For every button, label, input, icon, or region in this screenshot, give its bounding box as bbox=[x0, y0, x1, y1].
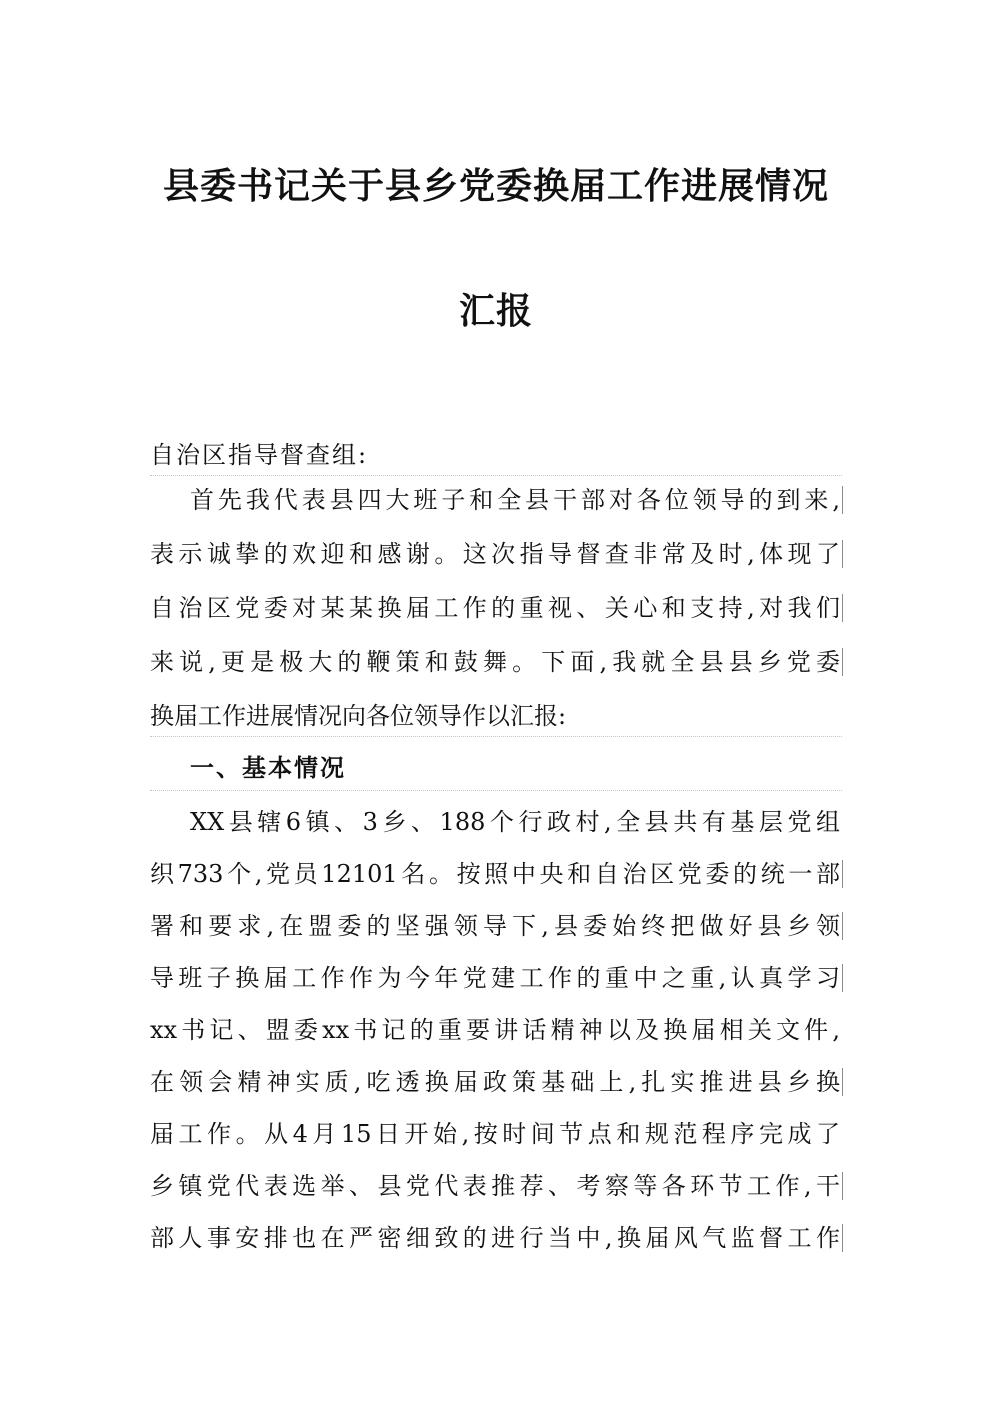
paragraph-line: 在领会精神实质,吃透换届政策基础上,扎实推进县乡换 bbox=[150, 1068, 840, 1096]
paragraph-line: 换届工作进展情况向各位领导作以汇报: bbox=[150, 702, 567, 730]
document-title-line-2: 汇报 bbox=[458, 290, 533, 332]
paragraph-line: 来说,更是极大的鞭策和鼓舞。下面,我就全县县乡党委 bbox=[150, 648, 840, 676]
paragraph-line: XX县辖6镇、3乡、188个行政村,全县共有基层党组 bbox=[190, 808, 840, 836]
paragraph-line: 署和要求,在盟委的坚强领导下,县委始终把做好县乡领 bbox=[150, 912, 840, 940]
line-end-marker bbox=[842, 964, 843, 992]
paragraph-line: 导班子换届工作作为今年党建工作的重中之重,认真学习 bbox=[150, 964, 840, 992]
paragraph-line: 首先我代表县四大班子和全县干部对各位领导的到来, bbox=[190, 486, 840, 514]
paragraph-line: 乡镇党代表选举、县党代表推荐、考察等各环节工作,干 bbox=[150, 1172, 840, 1200]
salutation: 自治区指导督查组: bbox=[150, 441, 369, 469]
paragraph-line: 部人事安排也在严密细致的进行当中,换届风气监督工作 bbox=[150, 1224, 840, 1252]
document-title-line-1: 县委书记关于县乡党委换届工作进展情况 bbox=[162, 165, 829, 207]
line-end-marker bbox=[842, 594, 843, 622]
paragraph-line: 表示诚挚的欢迎和感谢。这次指导督查非常及时,体现了 bbox=[150, 540, 840, 568]
paragraph-line: 届工作。从4月15日开始,按时间节点和规范程序完成了 bbox=[150, 1120, 840, 1148]
line-end-marker bbox=[842, 912, 843, 940]
paragraph-line: xx书记、盟委xx书记的重要讲话精神以及换届相关文件, bbox=[150, 1016, 840, 1044]
line-end-marker bbox=[842, 486, 843, 514]
paragraph-line: 织733个,党员12101名。按照中央和自治区党委的统一部 bbox=[150, 860, 840, 888]
line-end-marker bbox=[842, 648, 843, 676]
line-end-marker bbox=[842, 1068, 843, 1096]
line-end-marker bbox=[842, 860, 843, 888]
section-heading: 一、基本情况 bbox=[190, 753, 346, 782]
line-end-marker bbox=[842, 1224, 843, 1252]
line-end-marker bbox=[842, 1172, 843, 1200]
text-boundary-rule bbox=[150, 736, 842, 737]
paragraph-line: 自治区党委对某某换届工作的重视、关心和支持,对我们 bbox=[150, 594, 840, 622]
text-boundary-rule bbox=[150, 790, 842, 791]
line-end-marker bbox=[842, 540, 843, 568]
text-boundary-rule bbox=[150, 475, 842, 476]
